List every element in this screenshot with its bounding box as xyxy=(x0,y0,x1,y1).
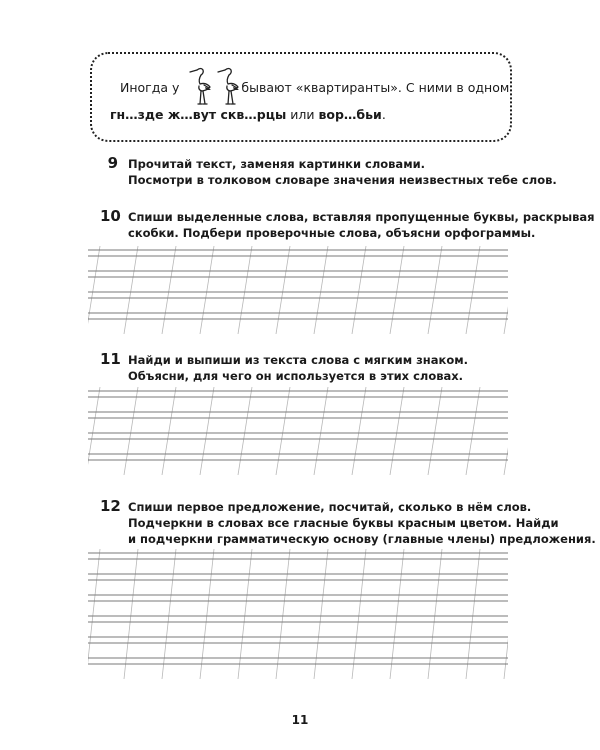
stork-icon xyxy=(216,66,244,106)
slant-guide xyxy=(200,549,214,679)
task-line: Прочитай текст, заменяя картинки словами. xyxy=(128,157,426,171)
slant-guide xyxy=(314,246,328,334)
task-text xyxy=(128,209,595,241)
slant-guide xyxy=(504,549,508,679)
slant-guide xyxy=(466,246,480,334)
intro-line-1 xyxy=(120,80,510,96)
slant-guide xyxy=(124,387,138,475)
slant-guide xyxy=(504,246,508,334)
task-number: 9 xyxy=(107,154,118,172)
intro-line-2 xyxy=(110,107,386,123)
intro-seg: . xyxy=(381,107,386,122)
intro-seg: вор…бьи xyxy=(318,107,382,122)
slant-guide xyxy=(390,549,404,679)
slant-guide xyxy=(238,549,252,679)
slant-guide xyxy=(162,387,176,475)
slant-guide xyxy=(390,246,404,334)
writing-lines xyxy=(88,387,508,475)
slant-guide xyxy=(428,246,442,334)
slant-guide xyxy=(314,549,328,679)
task-number: 12 xyxy=(100,497,121,515)
slant-guide xyxy=(314,387,328,475)
slant-guide xyxy=(352,549,366,679)
slant-guide xyxy=(352,246,366,334)
task-number: 11 xyxy=(100,350,121,368)
task-text xyxy=(128,156,557,188)
slant-guide xyxy=(200,246,214,334)
slant-guide xyxy=(466,387,480,475)
slant-guide xyxy=(276,246,290,334)
task-line: Найди и выпиши из текста слова с мягким знаком. xyxy=(128,353,468,367)
slant-guide xyxy=(124,549,138,679)
task-text xyxy=(128,499,596,547)
task-line: Спиши первое предложение, посчитай, сколько в нём слов. xyxy=(128,500,532,514)
slant-guide xyxy=(238,246,252,334)
task-line: и подчеркни грамматическую основу (главные члены) предложения. xyxy=(128,532,596,546)
task-line: Подчеркни в словах все гласные буквы красным цветом. Найди xyxy=(128,516,559,530)
intro-seg: или xyxy=(286,107,319,122)
task-line: Спиши выделенные слова, вставляя пропущенные буквы, раскрывая xyxy=(128,210,595,224)
stork-icon xyxy=(188,66,216,106)
slant-guide xyxy=(124,246,138,334)
writing-lines xyxy=(88,246,508,334)
slant-guide xyxy=(428,387,442,475)
intro-text-after: бывают «квартиранты». С ними в одном xyxy=(241,80,510,95)
slant-guide xyxy=(276,387,290,475)
slant-guide xyxy=(428,549,442,679)
task-line: Объясни, для чего он используется в этих словах. xyxy=(128,369,464,383)
task-number: 10 xyxy=(100,207,121,225)
slant-guide xyxy=(88,246,100,334)
task-text xyxy=(128,352,518,384)
task-line: Посмотри в толковом словаре значения неизвестных тебе слов. xyxy=(128,173,557,187)
page-number: 11 xyxy=(291,713,309,727)
slant-guide xyxy=(162,549,176,679)
task-line: скобки. Подбери проверочные слова, объясни орфограммы. xyxy=(128,226,536,240)
intro-seg: гн…зде ж…вут скв…рцы xyxy=(110,107,287,122)
slant-guide xyxy=(276,549,290,679)
slant-guide xyxy=(390,387,404,475)
slant-guide xyxy=(504,387,508,475)
slant-guide xyxy=(466,549,480,679)
slant-guide xyxy=(238,387,252,475)
intro-frame xyxy=(90,52,512,142)
slant-guide xyxy=(200,387,214,475)
intro-text-before: Иногда у xyxy=(120,80,180,95)
slant-guide xyxy=(88,549,100,679)
slant-guide xyxy=(162,246,176,334)
slant-guide xyxy=(352,387,366,475)
slant-guide xyxy=(88,387,100,475)
writing-lines xyxy=(88,549,508,679)
